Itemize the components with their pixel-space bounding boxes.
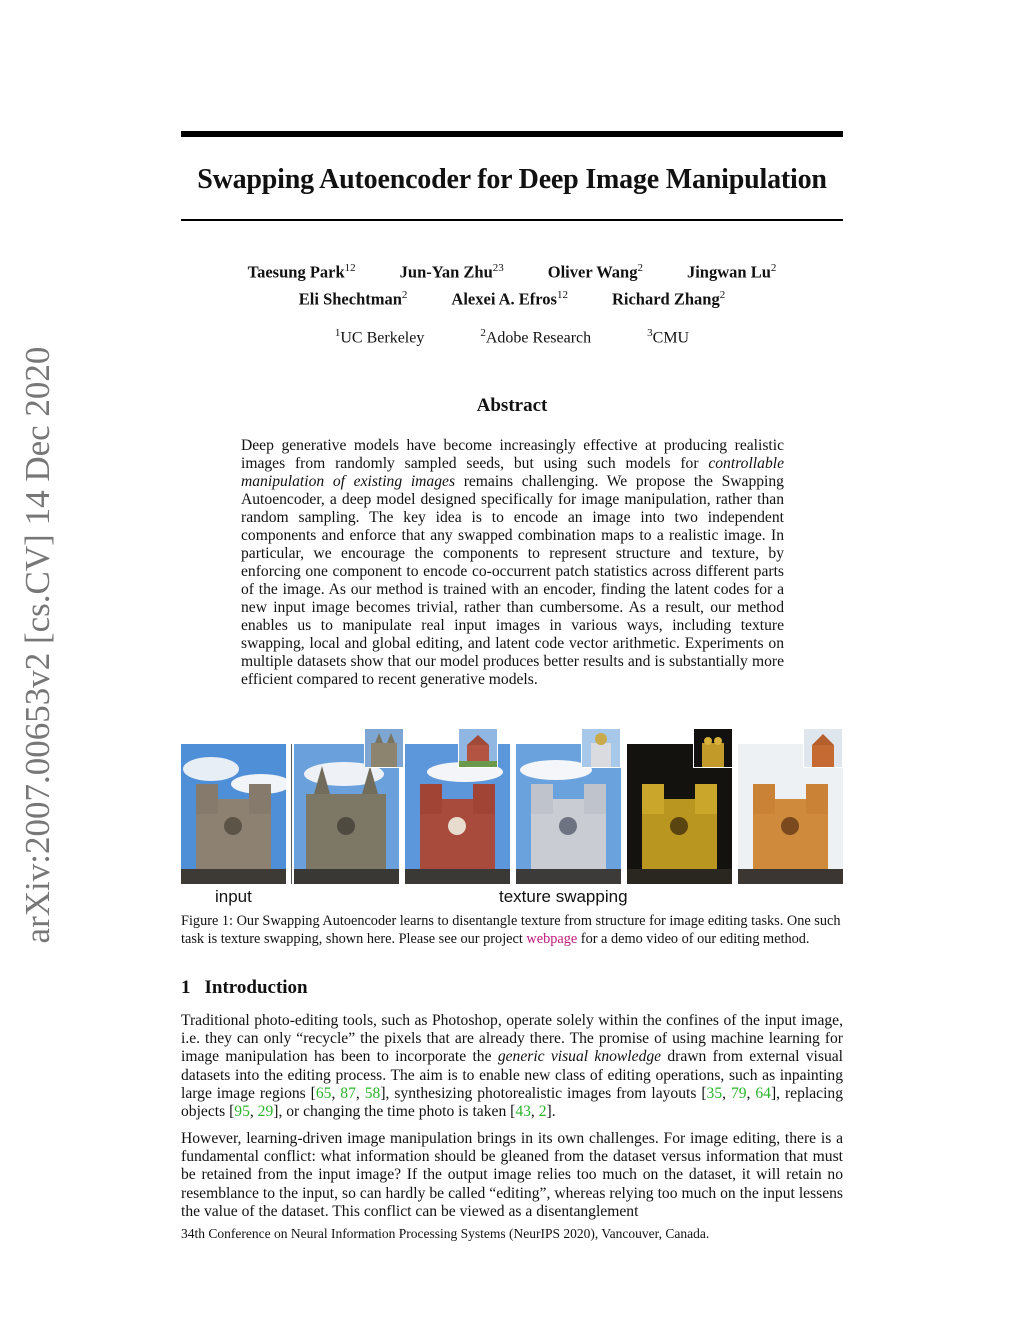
intro-paragraph-1: Traditional photo-editing tools, such as Photoshop, operate solely within the confines of the input image, i.e. they can only “recycle” the pixels that are already there. The promise of using machine learning for image manipulation has been to incorporate the generic visual knowledge drawn from external visual datasets into the editing process. The aim is to enable new class of editing operations, such as inpainting large image regions [65, 87, 58], synthesizing photorealistic images from layouts [35, 79, 64], replacing objects [95, 29], or changing the time photo is taken [43, 2]. bbox=[181, 1012, 843, 1121]
author: Alexei A. Efros$^{12}$ bbox=[451, 288, 568, 308]
citation-link[interactable]: 87 bbox=[340, 1084, 356, 1102]
affiliation: $^1$UC Berkeley bbox=[334, 327, 425, 347]
intro-paragraph-2: However, learning-driven image manipulation brings in its own challenges. For image editing, there is a fundamental conflict: what information should be gleaned from the dataset versus information that must be retained from the input image? If the output image relies too much on the dataset, it will retain no resemblance to the input, so can hardly be called “editing”, whereas relying too much on the input lessens the value of the dataset. This conflict can be viewed as a disentanglement bbox=[181, 1130, 843, 1220]
paper-title: Swapping Autoencoder for Deep Image Manipulation bbox=[197, 164, 827, 195]
title-top-rule bbox=[181, 131, 843, 137]
webpage-link[interactable]: webpage bbox=[526, 931, 578, 947]
citation-link[interactable]: 65 bbox=[315, 1084, 332, 1102]
conference-footnote: 34th Conference on Neural Information Processing Systems (NeurIPS 2020), Vancouver, Canada. bbox=[181, 1226, 710, 1241]
title-bottom-rule bbox=[181, 219, 843, 221]
figure-1 bbox=[181, 728, 843, 906]
author: Jingwan Lu$^2$ bbox=[686, 262, 777, 282]
abstract-heading: Abstract bbox=[476, 395, 548, 416]
texture-thumb-3 bbox=[581, 728, 621, 768]
citation-link[interactable]: 29 bbox=[257, 1103, 274, 1121]
arxiv-stamp: arXiv:2007.00653v2 [cs.CV] 14 Dec 2020 bbox=[18, 346, 57, 944]
citation-link[interactable]: 43 bbox=[515, 1103, 531, 1121]
input-image bbox=[181, 744, 286, 884]
author: Jun-Yan Zhu$^{23}$ bbox=[399, 262, 504, 282]
input-label: input bbox=[215, 887, 252, 906]
author: Oliver Wang$^2$ bbox=[547, 262, 643, 282]
affiliations bbox=[181, 327, 843, 347]
citation-link[interactable]: 58 bbox=[364, 1084, 381, 1102]
texture-thumb-4 bbox=[693, 728, 733, 768]
citation-link[interactable]: 64 bbox=[755, 1084, 771, 1102]
section-heading: 1 Introduction bbox=[181, 977, 308, 998]
affiliation: $^3$CMU bbox=[647, 327, 690, 347]
texture-thumb-5 bbox=[803, 728, 843, 768]
texture-swapping-label: texture swapping bbox=[499, 887, 628, 906]
author: Taesung Park$^{12}$ bbox=[247, 262, 356, 282]
figure-divider bbox=[291, 744, 292, 884]
texture-thumb-1 bbox=[364, 728, 404, 768]
texture-thumb-2 bbox=[458, 728, 498, 768]
author-row-2 bbox=[181, 289, 843, 310]
author-block bbox=[181, 262, 843, 315]
affiliation: $^2$Adobe Research bbox=[480, 327, 592, 347]
citation-link[interactable]: 79 bbox=[730, 1084, 747, 1102]
author: Richard Zhang$^2$ bbox=[611, 288, 726, 308]
citation-link[interactable]: 95 bbox=[234, 1103, 250, 1121]
abstract-text: Deep generative models have become increasingly effective at producing realistic images from randomly sampled seeds, but using such models for controllable manipulation of existing images remains challenging. We propose the Swapping Autoencoder, a deep model designed specifically for image manipulation, rather than random sampling. The key idea is to encode an image into two independent components and enforce that any swapped combination maps to a realistic image. In particular, we encourage the components to represent structure and texture, by enforcing one component to encode co-occurrent patch statistics across different parts of the image. As our method is trained with an encoder, finding the latent codes for a new input image becomes trivial, rather than cumbersome. As a result, our method enables us to manipulate real input images in various ways, including texture swapping, local and global editing, and latent code vector arithmetic. Experiments on multiple datasets show that our model produces better results and is substantially more efficient compared to recent generative models. bbox=[241, 437, 784, 688]
author: Eli Shechtman$^2$ bbox=[298, 288, 408, 308]
author-row-1 bbox=[181, 262, 843, 283]
figure-caption: Figure 1: Our Swapping Autoencoder learns to disentangle texture from structure for image editing tasks. One such task is texture swapping, shown here. Please see our project webpage for a demo video of our editing method. bbox=[181, 913, 841, 947]
citation-link[interactable]: 2 bbox=[538, 1103, 547, 1121]
citation-link[interactable]: 35 bbox=[706, 1084, 723, 1102]
